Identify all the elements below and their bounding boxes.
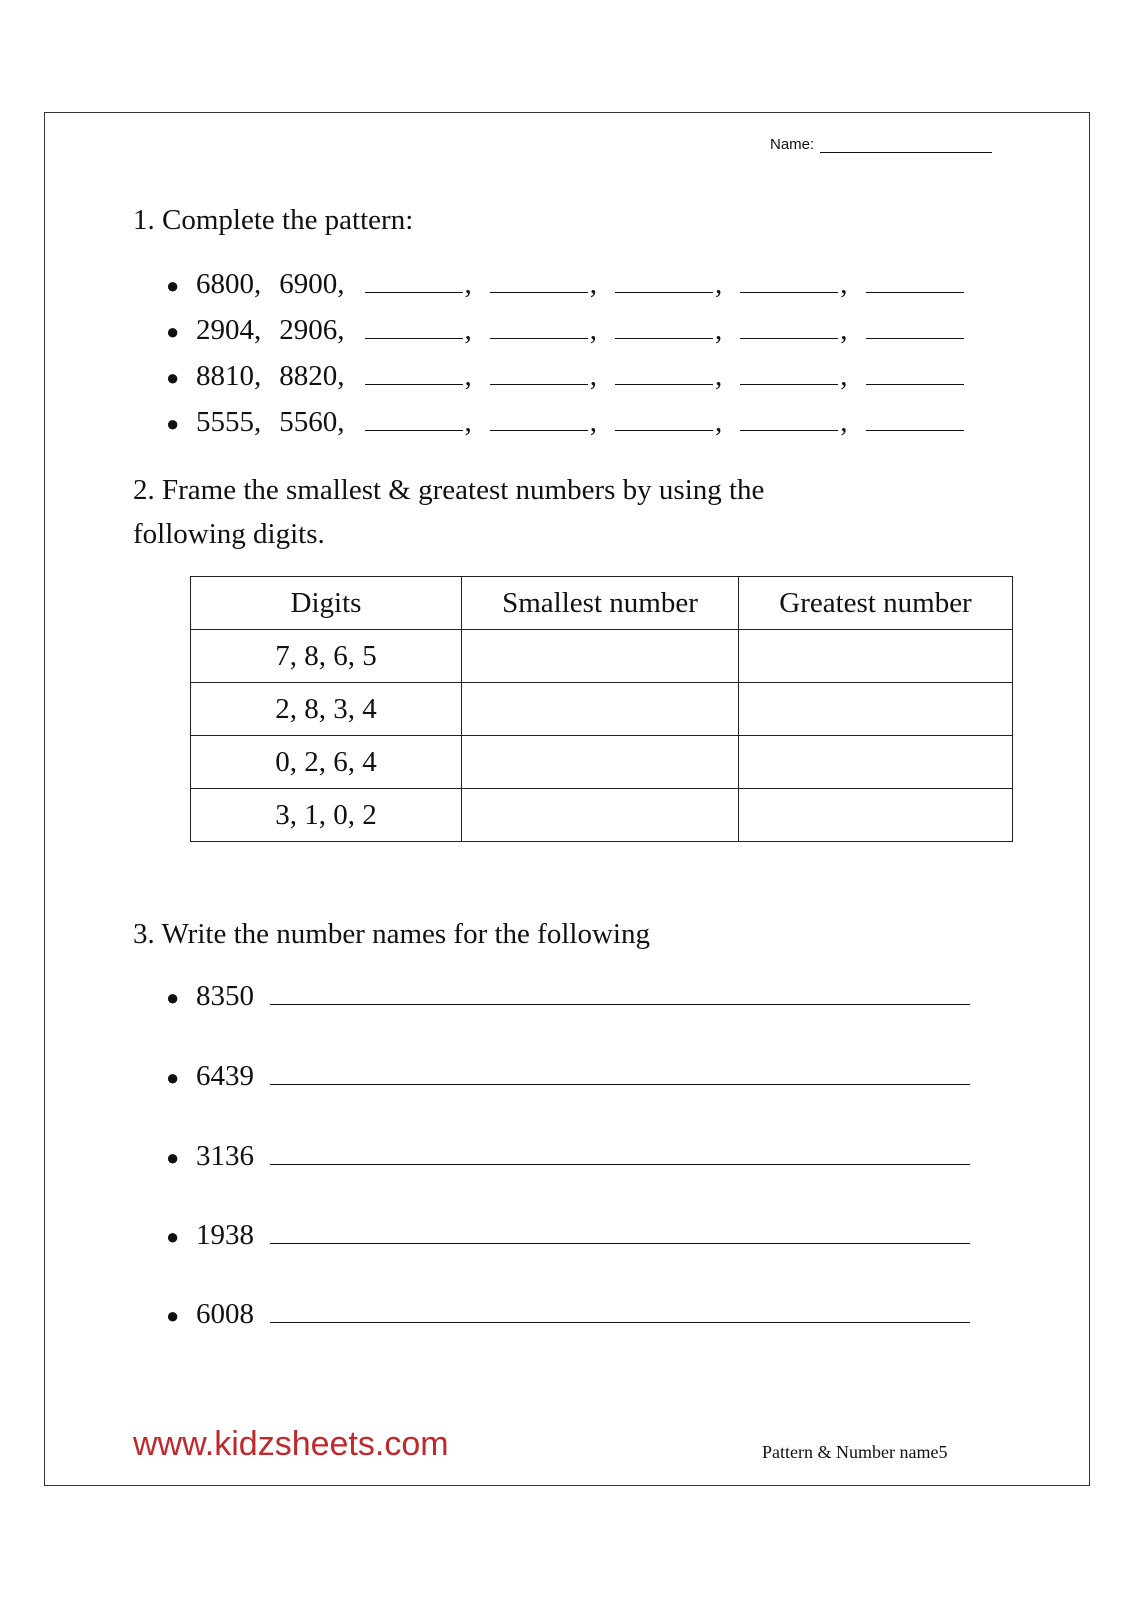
- number-name-blank[interactable]: [270, 1003, 970, 1005]
- pattern-row: ● 8810, 8820, , , , ,: [166, 360, 966, 393]
- answer-blank[interactable]: [490, 337, 588, 339]
- answer-blank[interactable]: [866, 291, 964, 293]
- pattern-term: 8810,: [196, 360, 262, 392]
- pattern-term: 5555,: [196, 406, 262, 438]
- answer-blank[interactable]: [490, 291, 588, 293]
- smallest-answer-cell[interactable]: [462, 683, 739, 736]
- number-label: 6008: [196, 1298, 254, 1330]
- table-row: [191, 736, 1013, 789]
- pattern-term: 2906,: [279, 314, 345, 346]
- pattern-term: 6800,: [196, 268, 262, 300]
- number-label: 8350: [196, 980, 254, 1012]
- answer-blank[interactable]: [365, 383, 463, 385]
- number-label: 6439: [196, 1060, 254, 1092]
- number-name-row: [166, 1298, 970, 1331]
- smallest-answer-cell[interactable]: [462, 736, 739, 789]
- digits-cell: 2, 8, 3, 4: [191, 683, 462, 736]
- bullet-icon: ●: [166, 1145, 180, 1170]
- answer-blank[interactable]: [740, 337, 838, 339]
- answer-blank[interactable]: [615, 337, 713, 339]
- number-name-row: [166, 1140, 970, 1173]
- pattern-row: ● 2904, 2906, , , , ,: [166, 314, 966, 347]
- bullet-icon: ●: [166, 1224, 180, 1249]
- number-name-blank[interactable]: [270, 1163, 970, 1165]
- number-name-row: [166, 980, 970, 1013]
- pattern-row: ● 5555, 5560, , , , ,: [166, 406, 966, 439]
- number-label: 1938: [196, 1219, 254, 1251]
- table-row: [191, 789, 1013, 842]
- number-name-row: [166, 1060, 970, 1093]
- bullet-icon: ●: [166, 1303, 180, 1328]
- question-3-title: 3. Write the number names for the following: [133, 918, 650, 950]
- answer-blank[interactable]: [490, 383, 588, 385]
- pattern-term: 8820,: [279, 360, 345, 392]
- digits-cell: 3, 1, 0, 2: [191, 789, 462, 842]
- pattern-term: 2904,: [196, 314, 262, 346]
- number-name-blank[interactable]: [270, 1321, 970, 1323]
- table-header-row: [191, 577, 1013, 630]
- digits-cell: 0, 2, 6, 4: [191, 736, 462, 789]
- answer-blank[interactable]: [615, 429, 713, 431]
- bullet-icon: ●: [166, 411, 180, 436]
- number-name-blank[interactable]: [270, 1083, 970, 1085]
- answer-blank[interactable]: [615, 383, 713, 385]
- column-header: Greatest number: [739, 577, 1013, 630]
- answer-blank[interactable]: [615, 291, 713, 293]
- greatest-answer-cell[interactable]: [739, 683, 1013, 736]
- pattern-term: 6900,: [279, 268, 345, 300]
- question-2-title-cont: following digits.: [133, 518, 325, 550]
- bullet-icon: ●: [166, 365, 180, 390]
- digits-cell: 7, 8, 6, 5: [191, 630, 462, 683]
- answer-blank[interactable]: [866, 337, 964, 339]
- smallest-answer-cell[interactable]: [462, 789, 739, 842]
- answer-blank[interactable]: [490, 429, 588, 431]
- name-blank[interactable]: [820, 138, 992, 153]
- bullet-icon: ●: [166, 319, 180, 344]
- bullet-icon: ●: [166, 985, 180, 1010]
- bullet-icon: ●: [166, 1065, 180, 1090]
- column-header: Digits: [191, 577, 462, 630]
- greatest-answer-cell[interactable]: [739, 630, 1013, 683]
- answer-blank[interactable]: [740, 291, 838, 293]
- smallest-answer-cell[interactable]: [462, 630, 739, 683]
- question-2-title: 2. Frame the smallest & greatest numbers by using the: [133, 474, 765, 506]
- answer-blank[interactable]: [740, 429, 838, 431]
- number-name-blank[interactable]: [270, 1242, 970, 1244]
- column-header: Smallest number: [462, 577, 739, 630]
- answer-blank[interactable]: [365, 429, 463, 431]
- sheet-title: Pattern & Number name5: [762, 1442, 948, 1462]
- name-field: [770, 136, 992, 153]
- answer-blank[interactable]: [365, 291, 463, 293]
- number-name-row: [166, 1219, 970, 1252]
- question-1-title: 1. Complete the pattern:: [133, 204, 414, 236]
- digits-table: [190, 576, 1013, 842]
- website-link[interactable]: www.kidzsheets.com: [133, 1425, 449, 1463]
- answer-blank[interactable]: [740, 383, 838, 385]
- table-row: [191, 630, 1013, 683]
- answer-blank[interactable]: [866, 383, 964, 385]
- bullet-icon: ●: [166, 273, 180, 298]
- answer-blank[interactable]: [866, 429, 964, 431]
- table-row: [191, 683, 1013, 736]
- greatest-answer-cell[interactable]: [739, 789, 1013, 842]
- name-label: Name:: [770, 136, 815, 153]
- answer-blank[interactable]: [365, 337, 463, 339]
- greatest-answer-cell[interactable]: [739, 736, 1013, 789]
- pattern-term: 5560,: [279, 406, 345, 438]
- pattern-row: ● 6800, 6900, , , , ,: [166, 268, 966, 301]
- number-label: 3136: [196, 1140, 254, 1172]
